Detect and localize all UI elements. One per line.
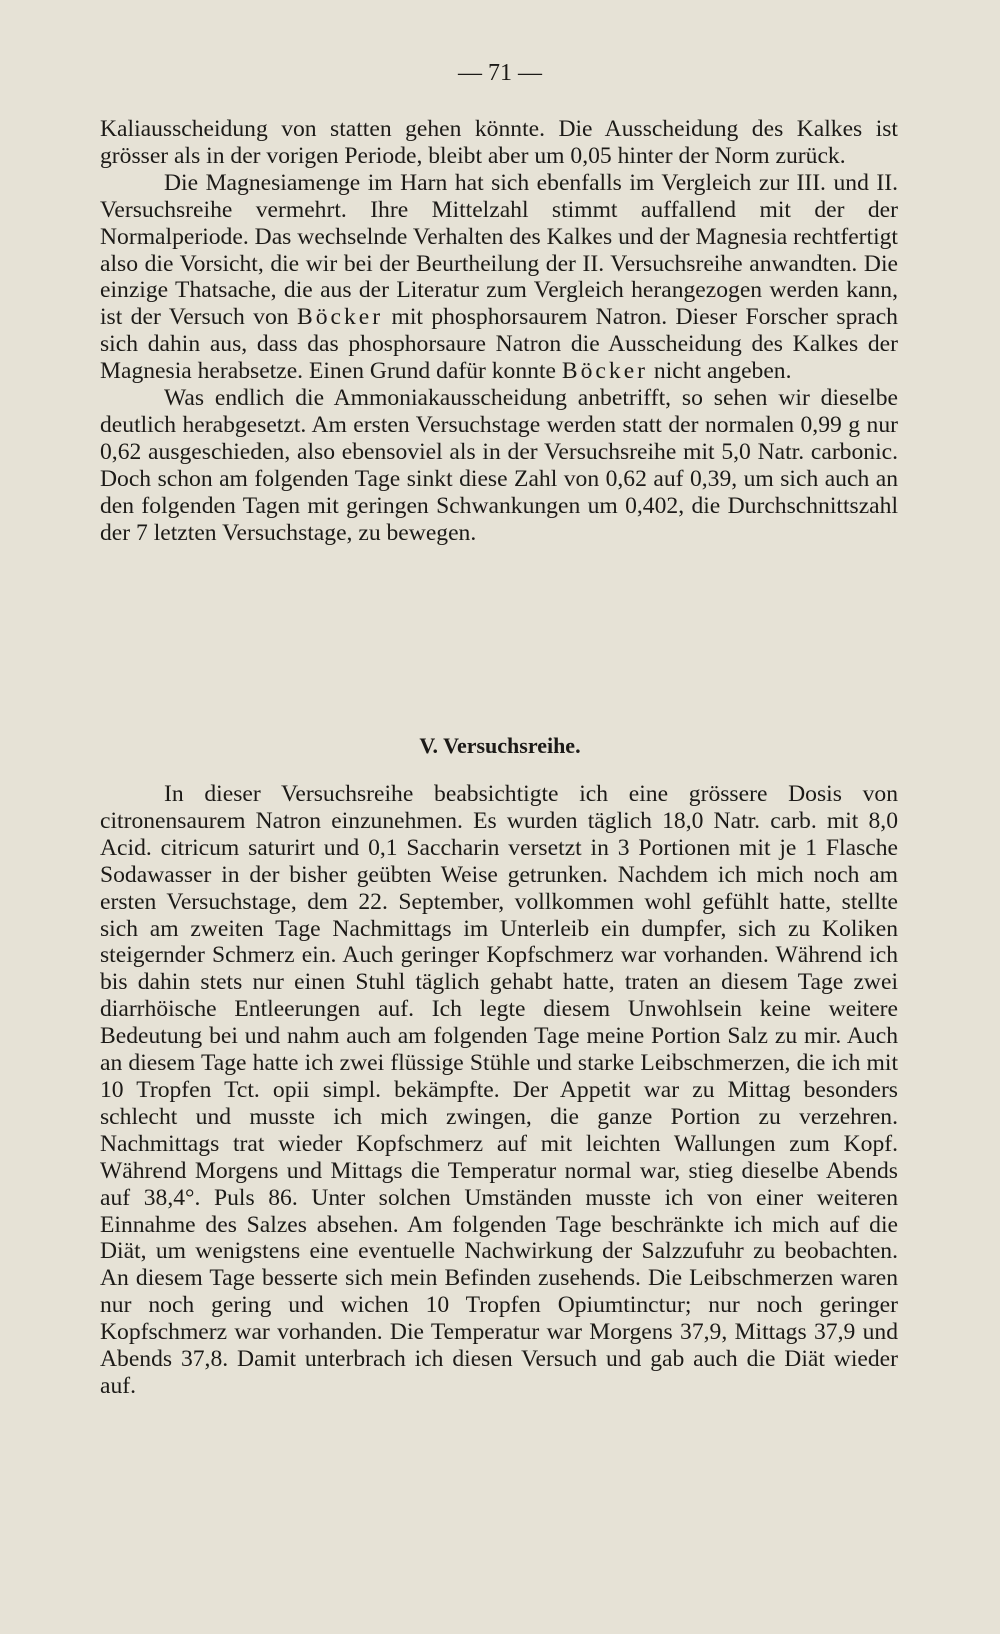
section-heading: V. Versuchsreihe. bbox=[419, 733, 581, 758]
paragraph-2-part-1: Die Magnesiamenge im Harn hat sich ebenfalls im Vergleich zur III. und II. Versuchsreihe vermehrt. Ihre Mittelzahl stimmt auffallend mit der der Normalperiode. Das wechselnde Verhalten des Kalkes und der Magnesia rechtfertigt also die Vorsicht, die wir bei der Beurtheilung der II. Versuchsreihe anwandten. Die einzige Thatsache, die aus der Literatur zum Vergleich herangezogen werden kann, ist der Versuch von bbox=[100, 169, 898, 331]
author-name-boecker-2: Böcker bbox=[561, 358, 649, 385]
paragraph-2 bbox=[100, 170, 898, 385]
paragraph-1: Kaliausscheidung von statten gehen könnte. Die Ausscheidung des Kalkes ist grösser als in der vorigen Periode, bleibt aber um 0,05 hinter der Norm zurück. bbox=[100, 116, 898, 169]
paragraph-3: Was endlich die Ammoniakausscheidung anbetrifft, so sehen wir dieselbe deutlich herabgesetzt. Am ersten Versuchstage werden statt der normalen 0,99 g nur 0,62 ausgeschieden, also ebensoviel als in der Versuchsreihe mit 5,0 Natr. carbonic. Doch schon am folgenden Tage sinkt diese Zahl von 0,62 auf 0,39, um sich auch an den folgenden Tagen mit geringen Schwankungen um 0,402, die Durchschnittszahl der 7 letzten Versuchstage, zu bewegen. bbox=[100, 385, 898, 546]
author-name-boecker: Böcker bbox=[296, 304, 384, 331]
paragraph-4: In dieser Versuchsreihe beabsichtigte ich eine grössere Dosis von citronensaurem Natron einzunehmen. Es wurden täglich 18,0 Natr. carb. mit 8,0 Acid. citricum saturirt und 0,1 Saccharin versetzt in 3 Portionen mit je 1 Flasche Sodawasser in der bisher geübten Weise getrunken. Nachdem ich mich noch am ersten Versuchstage, dem 22. September, vollkommen wohl gefühlt hatte, stellte sich am zweiten Tage Nachmittags im Unterleib ein dumpfer, sich zu Koliken steigernder Schmerz ein. Auch geringer Kopfschmerz war vorhanden. Während ich bis dahin stets nur einen Stuhl täglich gehabt hatte, traten an diesem Tage zwei diarrhöische Entleerungen auf. Ich legte diesem Unwohlsein keine weitere Bedeutung bei und nahm auch am folgenden Tage meine Portion Salz zu mir. Auch an diesem Tage hatte ich zwei flüssige Stühle und starke Leibschmerzen, die ich mit 10 Tropfen Tct. opii simpl. bekämpfte. Der Appetit war zu Mittag besonders schlecht und musste ich mich zwingen, die ganze Portion zu verzehren. Nachmittags trat wieder Kopfschmerz auf mit leichten Wallungen zum Kopf. Während Morgens und Mittags die Temperatur normal war, stieg dieselbe Abends auf 38,4°. Puls 86. Unter solchen Umständen musste ich von einer weiteren Einnahme des Salzes absehen. Am folgenden Tage beschränkte ich mich auf die Diät, um wenigstens eine eventuelle Nachwirkung der Salzzufuhr zu beobachten. An diesem Tage besserte sich mein Befinden zusehends. Die Leibschmerzen waren nur noch gering und wichen 10 Tropfen Opiumtinctur; nur noch geringer Kopfschmerz war vorhanden. Die Temperatur war Morgens 37,9, Mittags 37,9 und Abends 37,8. Damit unterbrach ich diesen Versuch und gab auch die Diät wieder auf. bbox=[100, 781, 898, 1399]
section-1-text bbox=[100, 116, 898, 547]
section-2-text bbox=[100, 781, 898, 1400]
paragraph-2-part-2: mit phosphorsaurem Natron. Dieser Forscher sprach sich dahin aus, dass das phosphorsaure Natron die Ausscheidung des Kalkes der Magnesia herabsetze. Einen Grund dafür konnte bbox=[100, 304, 898, 385]
page-number: — 71 — bbox=[458, 60, 542, 86]
paragraph-2-part-3: nicht angeben. bbox=[648, 358, 792, 385]
